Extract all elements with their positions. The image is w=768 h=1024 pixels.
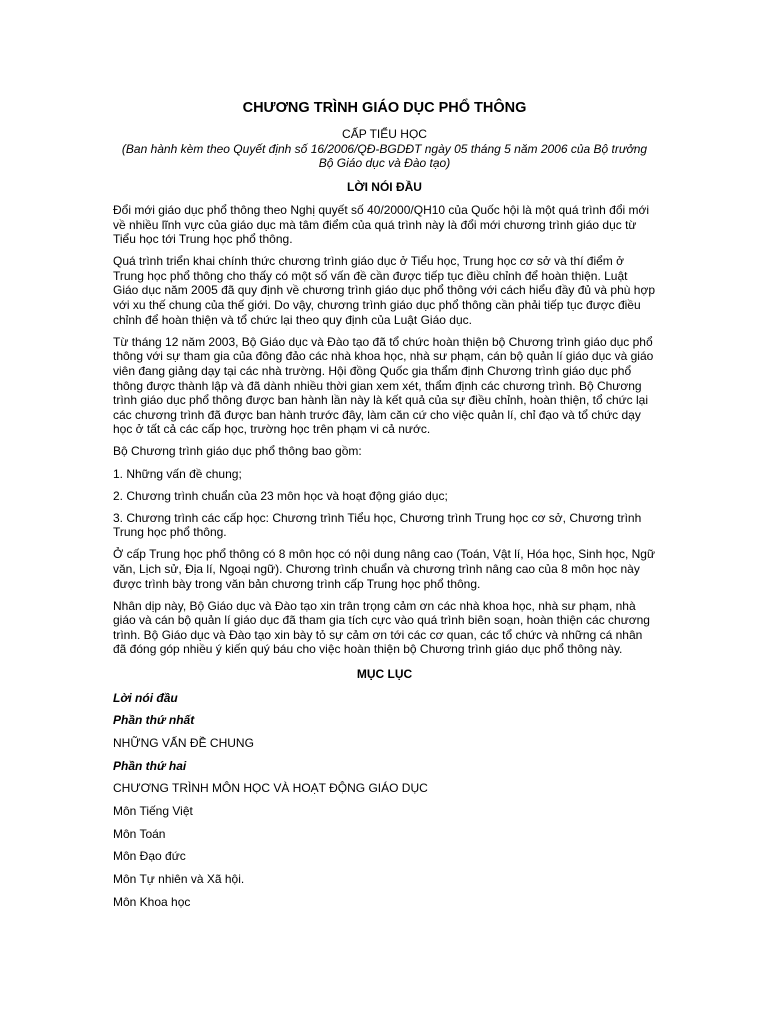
toc-item[interactable]: Môn Đạo đức [113, 849, 186, 864]
document-page [113, 99, 656, 917]
toc-item[interactable]: CHƯƠNG TRÌNH MÔN HỌC VÀ HOẠT ĐỘNG GIÁO DỤC [113, 781, 428, 796]
preface-heading: LỜI NÓI ĐẦU [347, 179, 422, 194]
preface-paragraph: Ở cấp Trung học phổ thông có 8 môn học có nội dung nâng cao (Toán, Vật lí, Hóa học, Sinh học, Ngữ văn, Lịch sử, Địa lí, Ngoại ngữ). Chương trình chuẩn và chương trình nâng cao của 8 môn học này được trình bày trong văn bản chương trình cấp Trung học phổ thông. [113, 547, 655, 591]
preface-paragraph: Bộ Chương trình giáo dục phổ thông bao gồm: [113, 444, 362, 459]
toc-item[interactable]: Phần thứ nhất [113, 713, 195, 728]
table-of-contents [113, 691, 656, 910]
list-item: 3. Chương trình các cấp học: Chương trình Tiểu học, Chương trình Trung học cơ sở, Chương trình Trung học phổ thông. [113, 510, 642, 540]
toc-heading: MỤC LỤC [356, 667, 413, 682]
issuance-note: (Ban hành kèm theo Quyết định số 16/2006/QĐ-BGDĐT ngày 05 tháng 5 năm 2006 của Bộ trưởng Bộ Giáo dục và Đào tạo) [121, 141, 648, 170]
document-title: CHƯƠNG TRÌNH GIÁO DỤC PHỔ THÔNG [242, 100, 527, 116]
toc-item[interactable]: Môn Khoa học [113, 894, 191, 909]
document-subtitle: CẤP TIỂU HỌC [342, 127, 427, 141]
toc-item[interactable]: Phần thứ hai [113, 758, 187, 773]
toc-item[interactable]: Môn Toán [113, 826, 166, 841]
toc-item[interactable]: Lời nói đầu [113, 690, 178, 705]
preface-paragraph: Đổi mới giáo dục phổ thông theo Nghị quyết số 40/2000/QH10 của Quốc hội là một quá trình đổi mới về nhiều lĩnh vực của giáo dục mà tâm điểm của quá trình này là đổi mới chương trình giáo dục từ Tiểu học tới Trung học phổ thông. [113, 203, 650, 247]
preface-paragraph: Quá trình triển khai chính thức chương trình giáo dục ở Tiểu học, Trung học cơ sở và thí điểm ở Trung học phổ thông cho thấy có một số vấn đề cần được tiếp tục điều chỉnh để hoàn thiện. Luật Giáo dục năm 2005 đã quy định về chương trình giáo dục phổ thông với cách hiểu đầy đủ và phù hợp với xu thế chung của thế giới. Do vậy, chương trình giáo dục phổ thông cần phải tiếp tục được điều chỉnh để hoàn thiện và tổ chức lại theo quy định của Luật Giáo dục. [113, 254, 656, 327]
preface-paragraph: Nhân dịp này, Bộ Giáo dục và Đào tạo xin trân trọng cảm ơn các nhà khoa học, nhà sư phạm, nhà giáo và cán bộ quản lí giáo dục đã tham gia tích cực vào quá trình biên soạn, hoàn thiện các chương trình. Bộ Giáo dục và Đào tạo xin bày tỏ sự cảm ơn tới các cơ quan, các tổ chức và những cá nhân đã đóng góp nhiều ý kiến quý báu cho việc hoàn thiện bộ Chương trình giáo dục phổ thông này. [113, 598, 650, 657]
toc-item[interactable]: NHỮNG VẤN ĐỀ CHUNG [113, 735, 254, 750]
toc-item[interactable]: Môn Tự nhiên và Xã hội. [113, 872, 245, 887]
list-item: 1. Những vấn đề chung; [113, 466, 242, 481]
toc-item[interactable]: Môn Tiếng Việt [113, 803, 193, 818]
preface-paragraph: Từ tháng 12 năm 2003, Bộ Giáo dục và Đào tạo đã tổ chức hoàn thiện bộ Chương trình giáo dục phổ thông với sự tham gia của đông đảo các nhà khoa học, nhà sư phạm, cán bộ quản lí giáo dục và giáo viên đang giảng dạy tại các nhà trường. Hội đồng Quốc gia thẩm định Chương trình giáo dục phổ thông được thành lập và đã dành nhiều thời gian xem xét, thẩm định các chương trình. Bộ Chương trình giáo dục phổ thông được ban hành lần này là kết quả của sự điều chỉnh, hoàn thiện, tổ chức lại các chương trình đã được ban hành trước đây, làm căn cứ cho việc quản lí, chỉ đạo và tổ chức dạy học ở tất cả các cấp học, trường học trên phạm vi cả nước. [113, 334, 654, 437]
list-item: 2. Chương trình chuẩn của 23 môn học và hoạt động giáo dục; [113, 488, 448, 503]
